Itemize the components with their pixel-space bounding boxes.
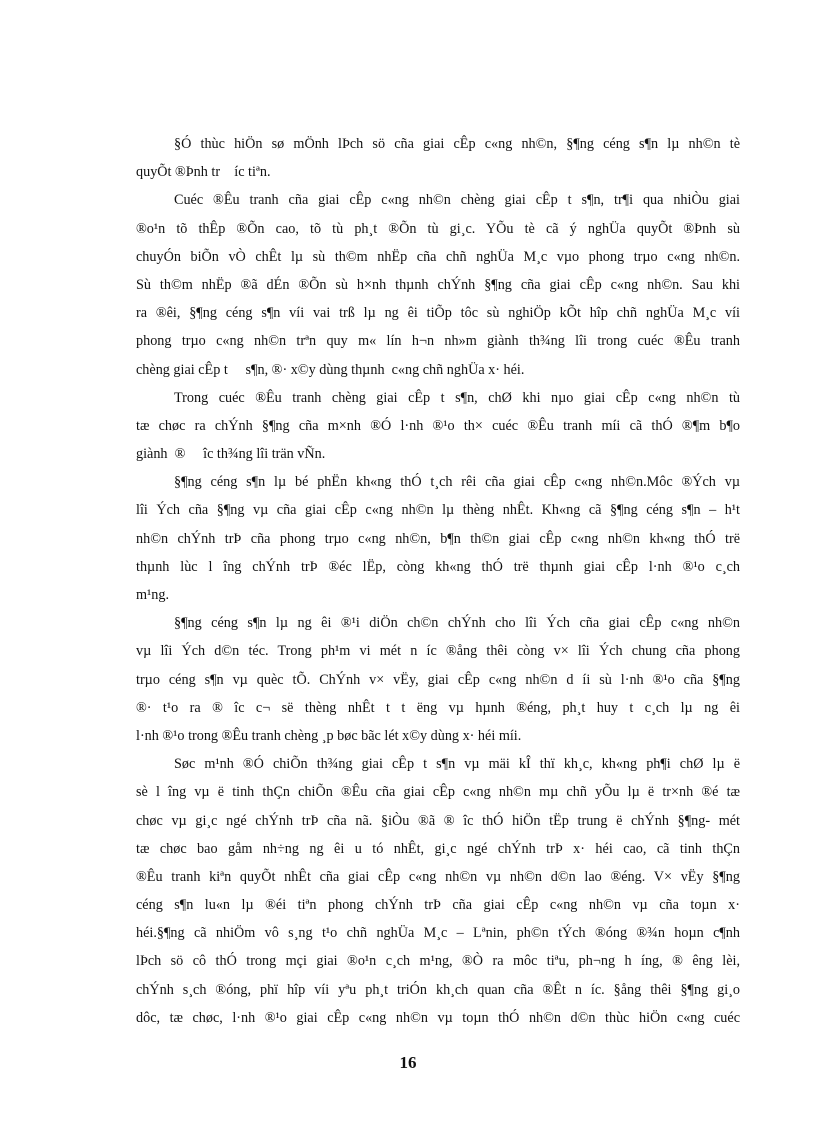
text-line: céng s¶n lu«n lµ ®éi tiªn phong chÝnh trÞ cña giai cÊp c«ng nh©n vµ cña toµn x·: [136, 897, 740, 914]
text-line: thµnh lùc l îng chÝnh trÞ ®éc lËp, còng kh«ng thÓ trë thµnh giai cÊp l·nh ®¹o c¸ch: [136, 558, 740, 575]
paragraph-1: [136, 130, 740, 186]
text-line: §¶ng céng s¶n lµ bé phËn kh«ng thÓ t¸ch rêi cña giai cÊp c«ng nh©n.Môc ®Ých vµ: [174, 474, 740, 491]
text-line: quyÕt ®Þnh tr íc tiªn.: [136, 164, 271, 181]
text-line: chÝnh s¸ch ®óng, phï hîp víi yªu ph¸t triÓn kh¸ch quan cña ®Êt n íc. §ång thêi §¶ng gi¸o: [136, 981, 740, 998]
text-line: lÞch sö cô thÓ trong mçi giai ®o¹n c¸ch m¹ng, ®Ò ra môc tiªu, ph¬ng h íng, ® êng lèi,: [136, 953, 740, 970]
text-line: tæ chøc bao gåm nh÷ng ng êi u tó nhÊt, gi¸c ngé chÝnh trÞ x· héi cao, cã tinh thÇn: [136, 840, 740, 857]
text-line: ra ®êi, §¶ng céng s¶n víi vai trß lµ ng êi tiÕp tôc sù nghiÖp kÕt hîp chñ nghÜa M¸c víi: [136, 305, 740, 322]
text-line: lîi Ých cña §¶ng vµ cña giai cÊp c«ng nh©n lµ thèng nhÊt. Kh«ng cã §¶ng céng s¶n – h¹t: [136, 502, 740, 519]
paragraph-5: [136, 609, 740, 750]
page-number: 16: [399, 1053, 417, 1072]
text-line: Søc m¹nh ®Ó chiÕn th¾ng giai cÊp t s¶n vµ mäi kÎ thï kh¸c, kh«ng ph¶i chØ lµ ë: [174, 756, 740, 773]
text-line: Cuéc ®Êu tranh cña giai cÊp c«ng nh©n chèng giai cÊp t s¶n, tr¶i qua nhiÒu giai: [174, 192, 740, 209]
text-line: sè l îng vµ ë tinh thÇn chiÕn ®Êu cña giai cÊp c«ng nh©n mµ chñ yÕu lµ ë tr×nh ®é tæ: [136, 784, 740, 801]
text-line: Sù th©m nhËp ®ã dÉn ®Õn sù h×nh thµnh chÝnh §¶ng cña giai cÊp c«ng nh©n. Sau khi: [136, 276, 740, 293]
text-line: trµo céng s¶n vµ quèc tÕ. ChÝnh v× vËy, giai cÊp c«ng nh©n d íi sù l·nh ®¹o cña §¶ng: [136, 671, 740, 688]
text-line: chøc vµ gi¸c ngé chÝnh trÞ cña nã. §iÒu ®ã ® îc thÓ hiÖn tËp trung ë chÝnh §¶ng- mét: [136, 812, 740, 829]
paragraph-3: [136, 384, 740, 469]
text-line: vµ lîi Ých d©n téc. Trong ph¹m vi mét n íc ®ång thêi còng v× lîi Ých chung cña phong: [136, 643, 740, 660]
text-line: chuyÓn biÕn vÒ chÊt lµ sù th©m nhËp cña chñ nghÜa M¸c vµo phong trµo c«ng nh©n.: [136, 248, 740, 265]
text-line: dôc, tæ chøc, l·nh ®¹o giai cÊp c«ng nh©n vµ toµn thÓ nh©n d©n thùc hiÖn c«ng cuéc: [136, 1009, 740, 1026]
text-line: nh©n chÝnh trÞ cña phong trµo c«ng nh©n, b¶n th©n giai cÊp c«ng nh©n kh«ng thÓ trë: [136, 530, 740, 547]
text-line: ®o¹n tõ thÊp ®Õn cao, tõ tù ph¸t ®Õn tù gi¸c. YÕu tè cã ý nghÜa quyÕt ®Þnh sù: [136, 220, 740, 237]
text-line: §Ó thùc hiÖn sø mÖnh lÞch sö cña giai cÊp c«ng nh©n, §¶ng céng s¶n lµ nh©n tè: [174, 136, 740, 152]
text-line: tæ chøc ra chÝnh §¶ng cña m×nh ®Ó l·nh ®¹o th× cuéc ®Êu tranh míi cã thÓ ®¶m b¶o: [136, 417, 740, 434]
paragraph-4: [136, 468, 740, 609]
text-line: ®Êu tranh kiªn quyÕt nhÊt cña giai cÊp c«ng nh©n vµ nh©n d©n lao ®éng. V× vËy §¶ng: [136, 868, 740, 885]
text-line: phong trµo c«ng nh©n trªn quy m« lín h¬n nh»m giành th¾ng lîi trong cuéc ®Êu tranh: [136, 333, 740, 350]
text-line: giành ® îc th¾ng lîi trän vÑn.: [136, 446, 326, 463]
text-line: Trong cuéc ®Êu tranh chèng giai cÊp t s¶n, chØ khi nµo giai cÊp c«ng nh©n tù: [174, 389, 740, 406]
text-line: §¶ng céng s¶n lµ ng êi ®¹i diÖn ch©n chÝnh cho lîi Ých cña giai cÊp c«ng nh©n: [174, 615, 740, 632]
text-line: ®· t¹o ra ® îc c¬ së thèng nhÊt t t ëng vµ hµnh ®éng, ph¸t huy t c¸ch lµ ng êi: [136, 699, 740, 716]
body-text: [136, 130, 740, 1032]
text-line: chèng giai cÊp t s¶n, ®· x©y dùng thµnh c«ng chñ nghÜa x· héi.: [136, 361, 525, 378]
paragraph-6: [136, 750, 740, 1032]
text-line: m¹ng.: [136, 587, 170, 603]
text-line: l·nh ®¹o trong ®Êu tranh chèng ¸p bøc bãc lét x©y dùng x· héi míi.: [136, 727, 522, 744]
paragraph-2: [136, 186, 740, 383]
text-line: héi.§¶ng cã nhiÖm vô s¸ng t¹o chñ nghÜa M¸c – Lªnin, ph©n tÝch ®óng ®¾n hoµn c¶nh: [136, 925, 740, 942]
